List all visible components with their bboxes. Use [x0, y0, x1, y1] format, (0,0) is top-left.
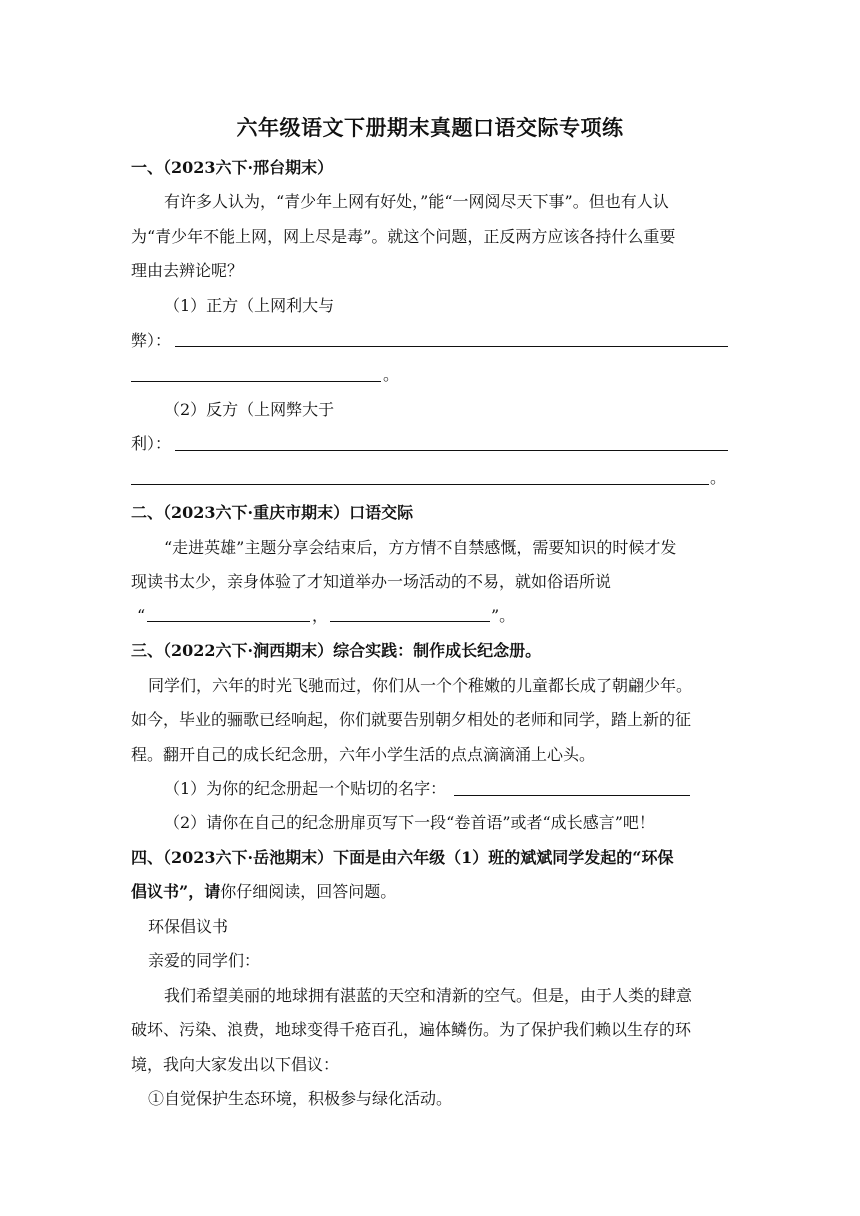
q2-quote-open: “: [137, 606, 146, 625]
q4-heading-line-2: [131, 881, 396, 903]
q2-heading: 二、（2023六下·重庆市期末）口语交际: [131, 503, 414, 522]
q1-sub1-answer-line-1[interactable]: [175, 346, 728, 347]
q2-comma: ，: [312, 606, 329, 625]
q3-sub1: （1）为你的纪念册起一个贴切的名字：: [164, 779, 447, 798]
q1-para-line-1: 有许多人认为，“青少年上网有好处，”能“一网阅尽天下事”。但也有人认: [164, 192, 669, 211]
q2-answer-blank-1[interactable]: [147, 621, 310, 622]
q4-heading-line-2-bold: 倡议书”，请: [131, 882, 221, 901]
q4-para-line-2: 破坏、污染、浪费，地球变得千疮百孔，遍体鳞伤。为了保护我们赖以生存的环: [131, 1020, 692, 1039]
q1-para-line-3: 理由去辨论呢？: [131, 261, 244, 280]
q2-para-line-1: “走进英雄”主题分享会结束后，方方情不自禁感慨，需要知识的时候才发: [164, 538, 677, 557]
q4-salutation: 亲爱的同学们：: [148, 951, 261, 970]
page-title: 六年级语文下册期末真题口语交际专项练: [236, 115, 624, 140]
q4-doc-title: 环保倡议书: [148, 917, 229, 936]
q1-sub1-period: 。: [383, 365, 400, 384]
q3-para-line-2: 如今，毕业的骊歌已经响起，你们就要告别朝夕相处的老师和同学，踏上新的征: [131, 710, 692, 729]
q4-para-line-3: 境，我向大家发出以下倡议：: [131, 1055, 340, 1074]
q3-para-line-1: 同学们，六年的时光飞驰而过，你们从一个个稚嫩的儿童都长成了朝翩少年。: [148, 676, 693, 695]
q1-heading: 一、（2023六下·邢台期末）: [131, 158, 334, 177]
q4-heading-line-2-rest: 你仔细阅读，回答问题。: [220, 882, 397, 901]
q4-para-line-1: 我们希望美丽的地球拥有湛蓝的天空和清新的空气。但是，由于人类的肆意: [164, 986, 693, 1005]
q2-quote-close: ”。: [491, 606, 516, 625]
q1-sub2-answer-line-1[interactable]: [175, 450, 728, 451]
q1-sub2-period: 。: [710, 468, 727, 487]
q1-sub1-answer-line-2[interactable]: [131, 381, 381, 382]
q4-heading-line-1: 四、（2023六下·岳池期末）下面是由六年级（1）班的斌斌同学发起的“环保: [131, 848, 674, 867]
q3-para-line-3: 程。翻开自己的成长纪念册，六年小学生活的点点滴滴涌上心头。: [131, 745, 596, 764]
q3-heading: 三、（2022六下·涧西期末）综合实践：制作成长纪念册。: [131, 641, 542, 660]
q1-para-line-2: 为“青少年不能上网，网上尽是毒”。就这个问题，正反两方应该各持什么重要: [131, 227, 676, 246]
q1-sub2-label-cont: 利）：: [131, 434, 172, 453]
q1-sub1-label-cont: 弊）：: [131, 331, 172, 350]
q2-answer-blank-2[interactable]: [330, 621, 490, 622]
q4-item-1: ①自觉保护生态环境，积极参与绿化活动。: [148, 1089, 453, 1108]
q1-sub2-label: （2）反方（上网弊大于: [164, 400, 335, 419]
q3-sub1-answer-line[interactable]: [454, 795, 690, 796]
q2-para-line-2: 现读书太少，亲身体验了才知道举办一场活动的不易，就如俗语所说: [131, 572, 612, 591]
q1-sub1-label: （1）正方（上网利大与: [164, 296, 335, 315]
q3-sub2: （2）请你在自己的纪念册扉页写下一段“卷首语”或者“成长感言”吧！: [164, 813, 655, 832]
q1-sub2-answer-line-2[interactable]: [131, 484, 709, 485]
